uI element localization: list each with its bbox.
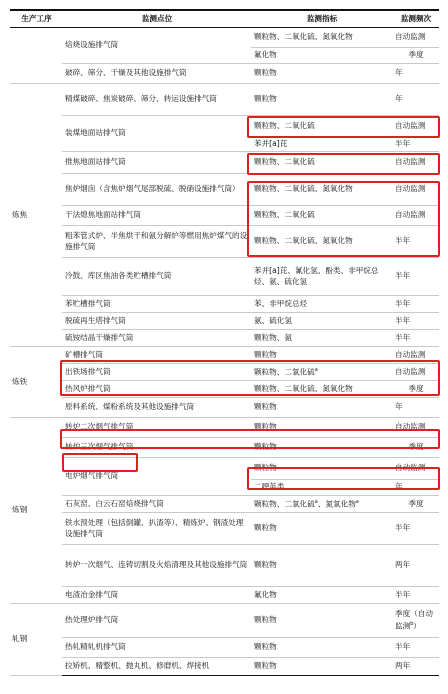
frequency-cell: 自动监测 (392, 116, 439, 138)
frequency-cell: 自动监测 (392, 458, 439, 480)
table-row (10, 296, 439, 313)
point-cell: 精煤破碎、焦炭破碎、筛分、转运设施排气筒 (62, 84, 251, 116)
frequency-cell: 半年 (392, 587, 439, 604)
table-row (10, 174, 439, 206)
indicator-cell: 颗粒物 (251, 638, 392, 658)
footnote-marker: a (355, 499, 359, 506)
point-cell: 粗苯管式炉、半焦烘干和氨分解炉等燃用焦炉煤气的设施排气筒 (62, 226, 251, 258)
frequency-cell: 自动监测 (392, 174, 439, 206)
table-row (10, 604, 439, 638)
table-row (10, 658, 439, 676)
indicator-cell: 苯、非甲烷总烃 (251, 296, 392, 313)
table-row (10, 398, 439, 418)
frequency-cell: 季度 (392, 381, 439, 398)
indicator-cell: 颗粒物 (251, 347, 392, 364)
frequency-cell: 年 (392, 480, 439, 496)
point-cell: 焙烧设施排气筒 (62, 28, 251, 64)
indicator-cell: 颗粒物、氨 (251, 330, 392, 347)
point-cell: 原料系统、煤粉系统及其他设施排气筒 (62, 398, 251, 418)
frequency-cell (392, 604, 439, 638)
footnote-marker: a (314, 367, 318, 374)
footnote-marker: b (410, 621, 414, 628)
table-row (10, 587, 439, 604)
indicator-text: 颗粒物、二氧化硫 (254, 368, 315, 378)
indicator-cell: 二噁英类 (251, 480, 392, 496)
frequency-cell: 半年 (392, 226, 439, 258)
table-row (10, 258, 439, 296)
table-row (10, 347, 439, 364)
point-cell: 电炉烟气排气筒 (62, 458, 251, 496)
table-row (10, 638, 439, 658)
indicator-cell: 颗粒物、二氧化硫 (251, 116, 392, 138)
indicator-cell: 颗粒物 (251, 658, 392, 676)
point-cell: 热处理炉排气筒 (62, 604, 251, 638)
table-row (10, 513, 439, 545)
point-cell: 硫铵结晶干燥排气筒 (62, 330, 251, 347)
indicator-cell: 颗粒物、二氧化硫、氮氧化物 (251, 226, 392, 258)
table-row (10, 418, 439, 438)
table-row (10, 496, 439, 513)
table-row (10, 84, 439, 116)
frequency-text: 季度（自动监测 (395, 608, 433, 631)
indicator-cell: 颗粒物 (251, 398, 392, 418)
point-cell: 电渣冶金排气筒 (62, 587, 251, 604)
indicator-text-tail: 、氮氧化物 (317, 500, 356, 510)
point-cell: 出铁场排气筒 (62, 364, 251, 381)
indicator-cell: 氟化物 (251, 48, 392, 64)
frequency-cell: 季度 (392, 48, 439, 64)
point-cell: 铁水预处理（包括倒罐、扒渣等）、精炼炉、钢渣处理设施排气筒 (62, 513, 251, 545)
frequency-cell: 季度 (392, 438, 439, 458)
indicator-cell: 颗粒物 (251, 513, 392, 545)
indicator-cell: 颗粒物、二氧化硫 (251, 206, 392, 226)
frequency-cell: 自动监测 (392, 152, 439, 174)
table-row (10, 64, 439, 84)
frequency-cell: 半年 (392, 296, 439, 313)
table-row (10, 545, 439, 587)
frequency-cell: 自动监测 (392, 347, 439, 364)
footnote-marker: a (314, 499, 318, 506)
header-monitoring-point: 监测点位 (62, 10, 251, 28)
indicator-cell: 颗粒物 (251, 84, 392, 116)
frequency-cell: 半年 (392, 138, 439, 152)
point-cell: 焦炉烟囱（含焦炉烟气尾部脱硫、脱硝设施排气筒） (62, 174, 251, 206)
point-cell: 苯贮槽排气筒 (62, 296, 251, 313)
process-cell: 轧钢 (10, 604, 62, 676)
point-cell: 转炉三次烟气排气筒 (62, 438, 251, 458)
indicator-cell: 颗粒物、二氧化硫、氮氧化物 (251, 381, 392, 398)
indicator-cell: 颗粒物 (251, 545, 392, 587)
frequency-cell: 两年 (392, 658, 439, 676)
header-process: 生产工序 (10, 10, 62, 28)
table-row (10, 438, 439, 458)
frequency-cell: 自动监测 (392, 418, 439, 438)
frequency-cell: 年 (392, 64, 439, 84)
table-row (10, 206, 439, 226)
indicator-cell: 颗粒物、二氧化硫、氮氧化物 (251, 174, 392, 206)
header-frequency: 监测频次 (392, 10, 439, 28)
table-row (10, 226, 439, 258)
table-row (10, 152, 439, 174)
process-cell: 炼焦 (10, 84, 62, 347)
point-cell: 拉矫机、精整机、抛丸机、修磨机、焊接机 (62, 658, 251, 676)
indicator-cell (251, 364, 392, 381)
point-cell: 矿槽排气筒 (62, 347, 251, 364)
point-cell: 石灰窑、白云石窑焙烧排气筒 (62, 496, 251, 513)
indicator-cell: 苯并[a]芘、氰化氢、酚类、非甲烷总烃、氨、硫化氢 (251, 258, 392, 296)
indicator-cell: 颗粒物 (251, 604, 392, 638)
table-row (10, 364, 439, 381)
indicator-cell: 颗粒物 (251, 438, 392, 458)
indicator-cell: 颗粒物 (251, 458, 392, 480)
monitoring-table (10, 9, 439, 676)
point-cell: 推焦地面站排气筒 (62, 152, 251, 174)
indicator-cell: 苯并[a]芘 (251, 138, 392, 152)
frequency-cell: 半年 (392, 313, 439, 330)
frequency-cell: 季度 (392, 496, 439, 513)
frequency-cell: 半年 (392, 330, 439, 347)
table-row (10, 381, 439, 398)
frequency-cell: 半年 (392, 258, 439, 296)
indicator-cell (251, 496, 392, 513)
table-row (10, 458, 439, 480)
point-cell: 冷鼓、库区焦油各类贮槽排气筒 (62, 258, 251, 296)
process-cell: 炼铁 (10, 347, 62, 418)
table-row (10, 116, 439, 138)
table-header-row (10, 10, 439, 28)
header-indicator: 监测指标 (251, 10, 392, 28)
indicator-cell: 颗粒物、二氧化硫 (251, 152, 392, 174)
point-cell: 破碎、筛分、干燥及其他设施排气筒 (62, 64, 251, 84)
indicator-cell: 颗粒物 (251, 64, 392, 84)
table-row (10, 313, 439, 330)
frequency-cell: 自动监测 (392, 28, 439, 48)
frequency-cell: 两年 (392, 545, 439, 587)
process-cell: 烧结 (10, 28, 62, 84)
indicator-cell: 颗粒物、二氧化硫、氮氧化物 (251, 28, 392, 48)
frequency-cell: 半年 (392, 638, 439, 658)
point-cell: 装煤地面站排气筒 (62, 116, 251, 152)
table-row (10, 28, 439, 48)
process-cell: 炼钢 (10, 418, 62, 604)
frequency-cell: 半年 (392, 513, 439, 545)
frequency-cell: 年 (392, 84, 439, 116)
point-cell: 干法熄焦地面站排气筒 (62, 206, 251, 226)
indicator-cell: 颗粒物 (251, 418, 392, 438)
frequency-text-tail: ） (413, 621, 421, 631)
point-cell: 脱硫再生塔排气筒 (62, 313, 251, 330)
frequency-cell: 年 (392, 398, 439, 418)
indicator-cell: 氨、硫化氢 (251, 313, 392, 330)
indicator-cell: 氟化物 (251, 587, 392, 604)
table-row (10, 330, 439, 347)
point-cell: 转炉一次烟气、连铸切割及火焰清理及其他设施排气筒 (62, 545, 251, 587)
point-cell: 热风炉排气筒 (62, 381, 251, 398)
point-cell: 转炉二次烟气排气筒 (62, 418, 251, 438)
point-cell: 热轧精轧机排气筒 (62, 638, 251, 658)
frequency-cell: 自动监测 (392, 364, 439, 381)
indicator-text: 颗粒物、二氧化硫 (254, 500, 315, 510)
frequency-cell: 自动监测 (392, 206, 439, 226)
